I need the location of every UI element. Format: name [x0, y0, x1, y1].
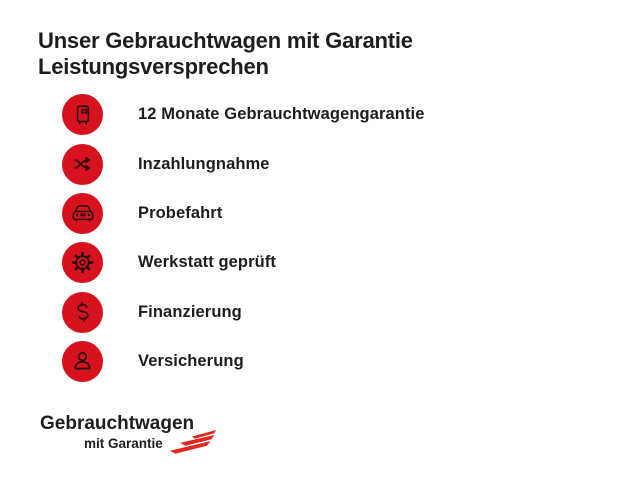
- red-swoosh-icon: [168, 429, 218, 455]
- list-item: [62, 189, 425, 238]
- list-item: [62, 139, 425, 188]
- list-item: [62, 288, 425, 337]
- benefit-list: [62, 90, 425, 386]
- warranty-booklet-icon: [62, 94, 103, 135]
- trade-in-shuffle-icon: [62, 144, 103, 185]
- car-icon: [62, 193, 103, 234]
- benefit-label: Werkstatt geprüft: [138, 253, 276, 272]
- list-item: [62, 337, 425, 386]
- benefit-label: Finanzierung: [138, 302, 242, 321]
- gebrauchtwagen-mit-garantie-logo: [40, 413, 218, 455]
- benefit-label: Versicherung: [138, 352, 244, 371]
- benefit-label: Probefahrt: [138, 203, 223, 222]
- dollar-icon: [62, 292, 103, 333]
- benefit-label: Inzahlungnahme: [138, 154, 270, 173]
- page-title-line1: Unser Gebrauchtwagen mit Garantie: [38, 28, 413, 53]
- logo-text-sub: mit Garantie: [84, 436, 163, 451]
- person-icon: [62, 341, 103, 382]
- page-title-line2: Leistungsversprechen: [38, 54, 269, 79]
- benefit-label: 12 Monate Gebrauchtwagengarantie: [138, 105, 425, 124]
- gear-icon: [62, 242, 103, 283]
- page-title: [38, 28, 498, 80]
- logo-text-main: Gebrauchtwagen: [40, 413, 195, 434]
- list-item: [62, 90, 425, 139]
- list-item: [62, 238, 425, 287]
